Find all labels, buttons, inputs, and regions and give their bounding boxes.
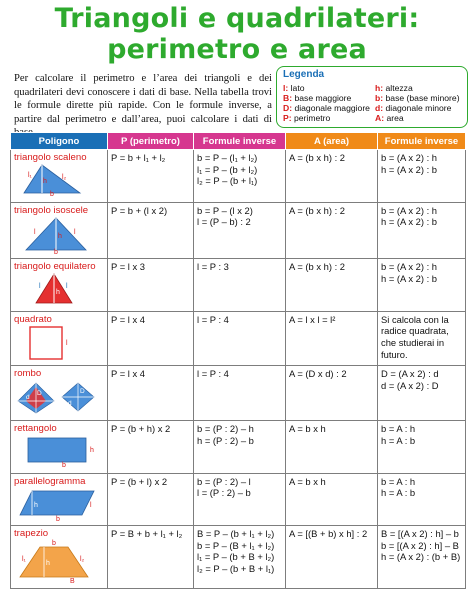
perimeter-cell: P = l x 3 xyxy=(108,259,194,312)
area-cell: A = b x h xyxy=(286,473,378,526)
area-inverse-cell: b = (A x 2) : h h = (A x 2) : b xyxy=(378,150,466,203)
perimeter-inverse-cell: l = P : 4 xyxy=(194,366,286,421)
table-row xyxy=(11,259,466,312)
legend-box xyxy=(276,66,468,128)
table-row xyxy=(11,202,466,259)
label-l1: l₁ xyxy=(28,172,32,179)
parallelogram-figure xyxy=(14,487,100,521)
polygon-name: triangolo scaleno xyxy=(14,152,87,163)
table-header-row xyxy=(11,133,466,150)
perimeter-cell: P = b + l₁ + l₂ xyxy=(108,150,194,203)
label-d-big: D xyxy=(80,388,85,396)
title-line-2: perimetro e area xyxy=(107,34,367,65)
header-poligono: Poligono xyxy=(11,133,108,150)
polygon-name: triangolo isoscele xyxy=(14,204,89,216)
label-b: b xyxy=(54,248,58,254)
area-cell: A = l x l = l² xyxy=(286,311,378,366)
rhombus-figure xyxy=(14,379,100,415)
polygon-name: rettangolo xyxy=(14,422,57,434)
polygon-cell xyxy=(11,150,108,203)
polygon-cell xyxy=(11,202,108,259)
polygon-name: rombo xyxy=(14,368,42,380)
label-h: h xyxy=(56,289,60,297)
label-B: B xyxy=(70,578,75,584)
square-figure xyxy=(14,325,100,361)
area-inverse-cell: D = (A x 2) : d d = (A x 2) : D xyxy=(378,366,466,421)
table-row xyxy=(11,473,466,526)
polygon-cell xyxy=(11,473,108,526)
legend-item: l: lato xyxy=(283,83,305,93)
label-l1: l₁ xyxy=(22,556,26,564)
label-h: h xyxy=(58,232,62,240)
polygon-name: trapezio xyxy=(14,528,49,540)
table-row xyxy=(11,526,466,589)
label-d-small: d xyxy=(26,394,30,402)
polygon-cell xyxy=(11,526,108,589)
perimeter-cell: P = l x 4 xyxy=(108,311,194,366)
polygon-cell xyxy=(11,311,108,366)
area-cell: A = (b x h) : 2 xyxy=(286,202,378,259)
label-l: l xyxy=(39,283,41,291)
label-b: b xyxy=(56,515,60,521)
scalene-triangle-figure xyxy=(14,163,100,197)
perimeter-cell: P = l x 4 xyxy=(108,366,194,421)
label-l: l xyxy=(34,228,36,236)
intro-paragraph: Per calcolare il perimetro e l’area dei triangoli e dei quadrilateri devi conoscere i dati di base. Nella tabella trovi le formule dirette più rapide. Con le formule inverse, a partire dal perimetro e dall’area, puoi calcolare i dati di xyxy=(14,73,272,125)
polygon-name: parallelogramma xyxy=(14,475,86,487)
perimeter-cell: P = (b + l) x 2 xyxy=(108,473,194,526)
perimeter-inverse-cell: b = P – (l x 2) l = (P – b) : 2 xyxy=(194,202,286,259)
area-cell: A = (b x h) : 2 xyxy=(286,259,378,312)
polygon-cell xyxy=(11,366,108,421)
label-l2: l₂ xyxy=(80,556,85,564)
label-b: b xyxy=(62,461,66,468)
legend-title: Legenda xyxy=(283,69,325,80)
polygon-cell xyxy=(11,420,108,473)
title-line-1: Triangoli e quadrilateri: xyxy=(54,3,420,34)
label-d-big: D xyxy=(37,390,42,398)
label-l: l xyxy=(74,228,76,236)
header-perimetro: P (perimetro) xyxy=(108,133,194,150)
perimeter-inverse-cell: b = (P : 2) – h h = (P : 2) – b xyxy=(194,420,286,473)
table-row xyxy=(11,420,466,473)
perimeter-inverse-cell: b = (P : 2) – l l = (P : 2) – b xyxy=(194,473,286,526)
label-h: h xyxy=(34,501,38,509)
legend-item: A: area xyxy=(375,113,404,123)
area-cell: A = [(B + b) x h] : 2 xyxy=(286,526,378,589)
label-d-small: d xyxy=(68,400,72,408)
area-inverse-cell: B = [(A x 2) : h] – b b = [(A x 2) : h] – B h = (A x 2) : (b + B) xyxy=(378,526,466,589)
polygon-name: triangolo equilatero xyxy=(14,261,96,273)
legend-item: D: diagonale maggiore xyxy=(283,103,370,113)
legend-item: d: diagonale minore xyxy=(375,103,452,113)
label-b: b xyxy=(52,540,56,548)
header-formule-inverse-p: Formule inverse xyxy=(194,133,286,150)
table-row xyxy=(11,366,466,421)
perimeter-cell: P = B + b + l₁ + l₂ xyxy=(108,526,194,589)
area-cell: A = (D x d) : 2 xyxy=(286,366,378,421)
legend-item: b: base (base minore) xyxy=(375,93,460,103)
perimeter-cell: P = b + (l x 2) xyxy=(108,202,194,259)
legend-item: h: altezza xyxy=(375,83,413,93)
area-inverse-cell: b = A : h h = A : b xyxy=(378,420,466,473)
label-l2: l₂ xyxy=(62,174,67,181)
perimeter-cell: P = (b + h) x 2 xyxy=(108,420,194,473)
header-area: A (area) xyxy=(286,133,378,150)
table-row xyxy=(11,150,466,203)
polygon-name: quadrato xyxy=(14,313,52,325)
equilateral-triangle-figure xyxy=(14,272,100,306)
perimeter-inverse-cell: B = P – (b + l₁ + l₂) b = P – (B + l₁ + l₂) l₁ = P – (b + B + l₂) l₂ = P – (b + B + l₁) xyxy=(194,526,286,589)
perimeter-inverse-cell: l = P : 4 xyxy=(194,311,286,366)
header-formule-inverse-a: Formule inverse xyxy=(378,133,466,150)
area-cell: A = b x h xyxy=(286,420,378,473)
area-inverse-cell: b = (A x 2) : h h = (A x 2) : b xyxy=(378,202,466,259)
label-l: l xyxy=(66,283,68,291)
legend-item: P: perimetro xyxy=(283,113,331,123)
table-row xyxy=(11,311,466,366)
legend-item: B: base maggiore xyxy=(283,93,352,103)
formula-table xyxy=(10,132,466,589)
label-l: l xyxy=(90,501,92,509)
label-h: h xyxy=(43,178,47,185)
label-h: h xyxy=(46,560,50,568)
polygon-cell xyxy=(11,259,108,312)
trapezoid-figure xyxy=(14,539,100,583)
area-cell: A = (b x h) : 2 xyxy=(286,150,378,203)
label-b: b xyxy=(50,191,54,197)
isosceles-triangle-figure xyxy=(14,216,100,254)
perimeter-inverse-cell: l = P : 3 xyxy=(194,259,286,312)
perimeter-inverse-cell: b = P – (l₁ + l₂) l₁ = P – (b + l₂) l₂ = P – (b + l₁) xyxy=(194,150,286,203)
area-inverse-cell: Si calcola con la radice quadrata, che studierai in futuro. xyxy=(378,311,466,366)
label-l: l xyxy=(66,339,68,347)
label-h: h xyxy=(90,446,94,454)
area-inverse-cell: b = (A x 2) : h h = (A x 2) : b xyxy=(378,259,466,312)
rectangle-figure xyxy=(14,434,100,468)
area-inverse-cell: b = A : h h = A : b xyxy=(378,473,466,526)
